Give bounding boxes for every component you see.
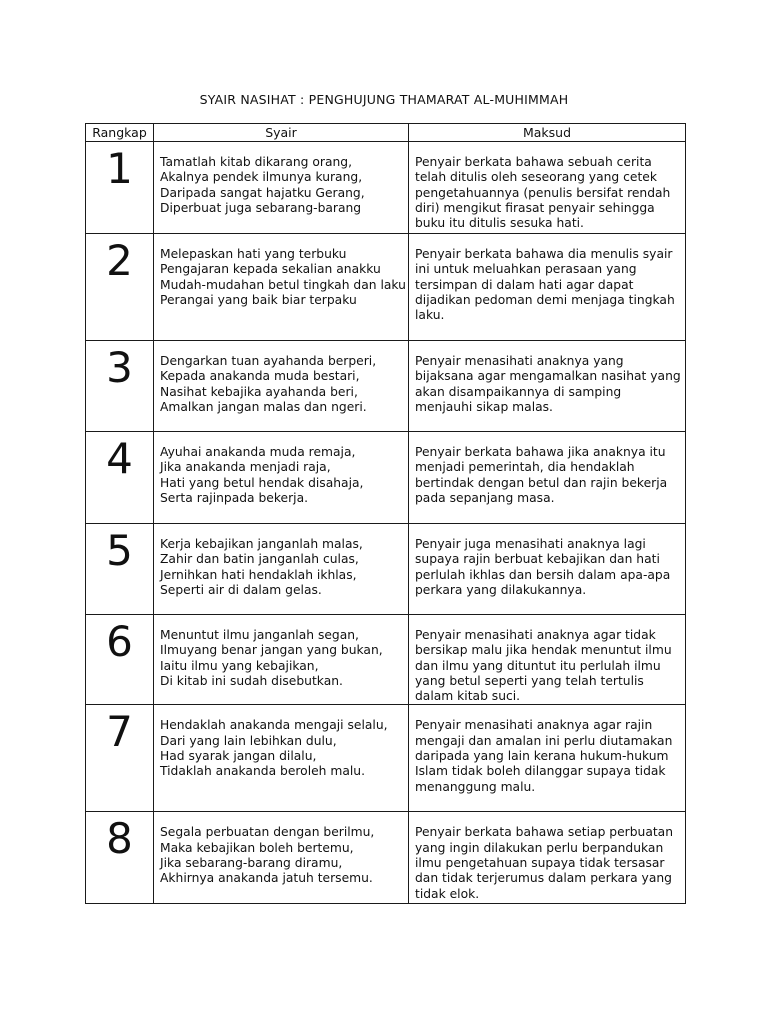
rangkap-number: 1: [86, 142, 154, 234]
syair-line: Hendaklah anakanda mengaji selalu,: [160, 718, 388, 733]
maksud-text: Penyair menasihati anaknya agar rajin mengaji dan amalan ini perlu diutamakan daripada yang lain kerana hukum-hukum Islam tidak boleh dilanggar supaya tidak menanggung malu.: [415, 718, 673, 794]
syair-line: Melepaskan hati yang terbuku: [160, 247, 347, 261]
syair-line: Dari yang lain lebihkan dulu,: [160, 733, 337, 748]
table-row: [86, 341, 686, 432]
rangkap-number: 2: [86, 234, 154, 341]
syair-line: Zahir dan batin janganlah culas,: [160, 552, 359, 567]
syair-line: Had syarak jangan dilalu,: [160, 749, 317, 764]
table-row: [86, 812, 686, 904]
syair-cell: [154, 142, 409, 234]
table-header-row: [86, 124, 686, 142]
syair-line: Tamatlah kitab dikarang orang,: [160, 155, 352, 169]
maksud-text: Penyair berkata bahawa jika anaknya itu menjadi pemerintah, dia hendaklah bertindak dengan betul dan rajin bekerja pada sepanjang masa.: [415, 445, 668, 505]
syair-line: Jika sebarang-barang diramu,: [160, 856, 343, 871]
table-row: [86, 705, 686, 812]
maksud-text: Penyair berkata bahawa sebuah cerita telah ditulis oleh seseorang yang cetek pengetahuannya (penulis bersifat rendah diri) mengikut firasat penyair sehingga buku itu ditulis sesuka hati.: [415, 155, 671, 231]
syair-line: Tidaklah anakanda beroleh malu.: [160, 764, 366, 779]
syair-cell: [154, 234, 409, 341]
syair-line: Menuntut ilmu janganlah segan,: [160, 628, 359, 642]
syair-line: Kepada anakanda muda bestari,: [160, 369, 360, 384]
maksud-cell: [409, 341, 686, 432]
maksud-text: Penyair berkata bahawa dia menulis syair ini untuk meluahkan perasaan yang tersimpan di dalam hati agar dapat dijadikan pedoman demi menjaga tingkah laku.: [415, 247, 675, 323]
maksud-text: Penyair menasihati anaknya agar tidak bersikap malu jika hendak menuntut ilmu dan ilmu yang dituntut itu perlulah ilmu yang betul seperti yang telah tertulis dalam kitab suci.: [415, 628, 672, 704]
maksud-cell: [409, 615, 686, 705]
maksud-cell: [409, 432, 686, 524]
table-row: [86, 615, 686, 705]
rangkap-number: 8: [86, 812, 154, 904]
syair-line: Iaitu ilmu yang kebajikan,: [160, 658, 319, 673]
maksud-cell: [409, 812, 686, 904]
syair-line: Jika anakanda menjadi raja,: [160, 460, 331, 475]
syair-cell: [154, 524, 409, 615]
syair-line: Hati yang betul hendak disahaja,: [160, 475, 364, 490]
syair-cell: [154, 432, 409, 524]
syair-table: [85, 123, 686, 904]
syair-cell: [154, 812, 409, 904]
table-row: [86, 432, 686, 524]
maksud-cell: [409, 234, 686, 341]
rangkap-number: 6: [86, 615, 154, 705]
rangkap-number: 3: [86, 341, 154, 432]
header-maksud: Maksud: [409, 124, 686, 142]
syair-line: Seperti air di dalam gelas.: [160, 582, 322, 597]
syair-line: Maka kebajikan boleh bertemu,: [160, 840, 354, 855]
syair-line: Pengajaran kepada sekalian anakku: [160, 262, 381, 277]
syair-line: Dengarkan tuan ayahanda berperi,: [160, 354, 377, 368]
maksud-cell: [409, 705, 686, 812]
syair-line: Segala perbuatan dengan berilmu,: [160, 825, 375, 840]
page-title: SYAIR NASIHAT : PENGHUJUNG THAMARAT AL-MUHIMMAH: [199, 92, 569, 107]
syair-cell: [154, 341, 409, 432]
syair-cell: [154, 705, 409, 812]
maksud-text: Penyair menasihati anaknya yang bijaksana agar mengamalkan nasihat yang akan disampaikannya di samping menjauhi sikap malas.: [415, 354, 681, 414]
header-syair: Syair: [154, 124, 409, 142]
maksud-cell: [409, 142, 686, 234]
rangkap-number: 5: [86, 524, 154, 615]
syair-cell: [154, 615, 409, 705]
header-rangkap: Rangkap: [86, 124, 154, 142]
rangkap-number: 4: [86, 432, 154, 524]
syair-line: Amalkan jangan malas dan ngeri.: [160, 399, 367, 414]
syair-line: Ilmuyang benar jangan yang bukan,: [160, 643, 383, 658]
maksud-text: Penyair juga menasihati anaknya lagi supaya rajin berbuat kebajikan dan hati perlulah ikhlas dan bersih dalam apa-apa perkara yang dilakukannya.: [415, 537, 671, 597]
maksud-text: Penyair berkata bahawa setiap perbuatan yang ingin dilakukan perlu berpandukan ilmu pengetahuan supaya tidak tersasar dan tidak terjerumus dalam perkara yang tidak elok.: [415, 825, 674, 901]
table-row: [86, 524, 686, 615]
syair-line: Akhirnya anakanda jatuh tersemu.: [160, 871, 373, 886]
syair-line: Daripada sangat hajatku Gerang,: [160, 185, 365, 200]
table-body: [86, 142, 686, 904]
syair-line: Akalnya pendek ilmunya kurang,: [160, 170, 363, 185]
syair-line: Perangai yang baik biar terpaku: [160, 292, 357, 307]
syair-line: Diperbuat juga sebarang-barang: [160, 200, 362, 215]
table-row: [86, 234, 686, 341]
syair-line: Nasihat kebajika ayahanda beri,: [160, 384, 358, 399]
table-row: [86, 142, 686, 234]
rangkap-number: 7: [86, 705, 154, 812]
syair-line: Mudah-mudahan betul tingkah dan laku: [160, 277, 406, 292]
syair-line: Jernihkan hati hendaklah ikhlas,: [160, 567, 357, 582]
maksud-cell: [409, 524, 686, 615]
syair-line: Serta rajinpada bekerja.: [160, 490, 309, 505]
syair-line: Ayuhai anakanda muda remaja,: [160, 445, 356, 459]
syair-line: Di kitab ini sudah disebutkan.: [160, 673, 343, 688]
syair-line: Kerja kebajikan janganlah malas,: [160, 537, 363, 551]
